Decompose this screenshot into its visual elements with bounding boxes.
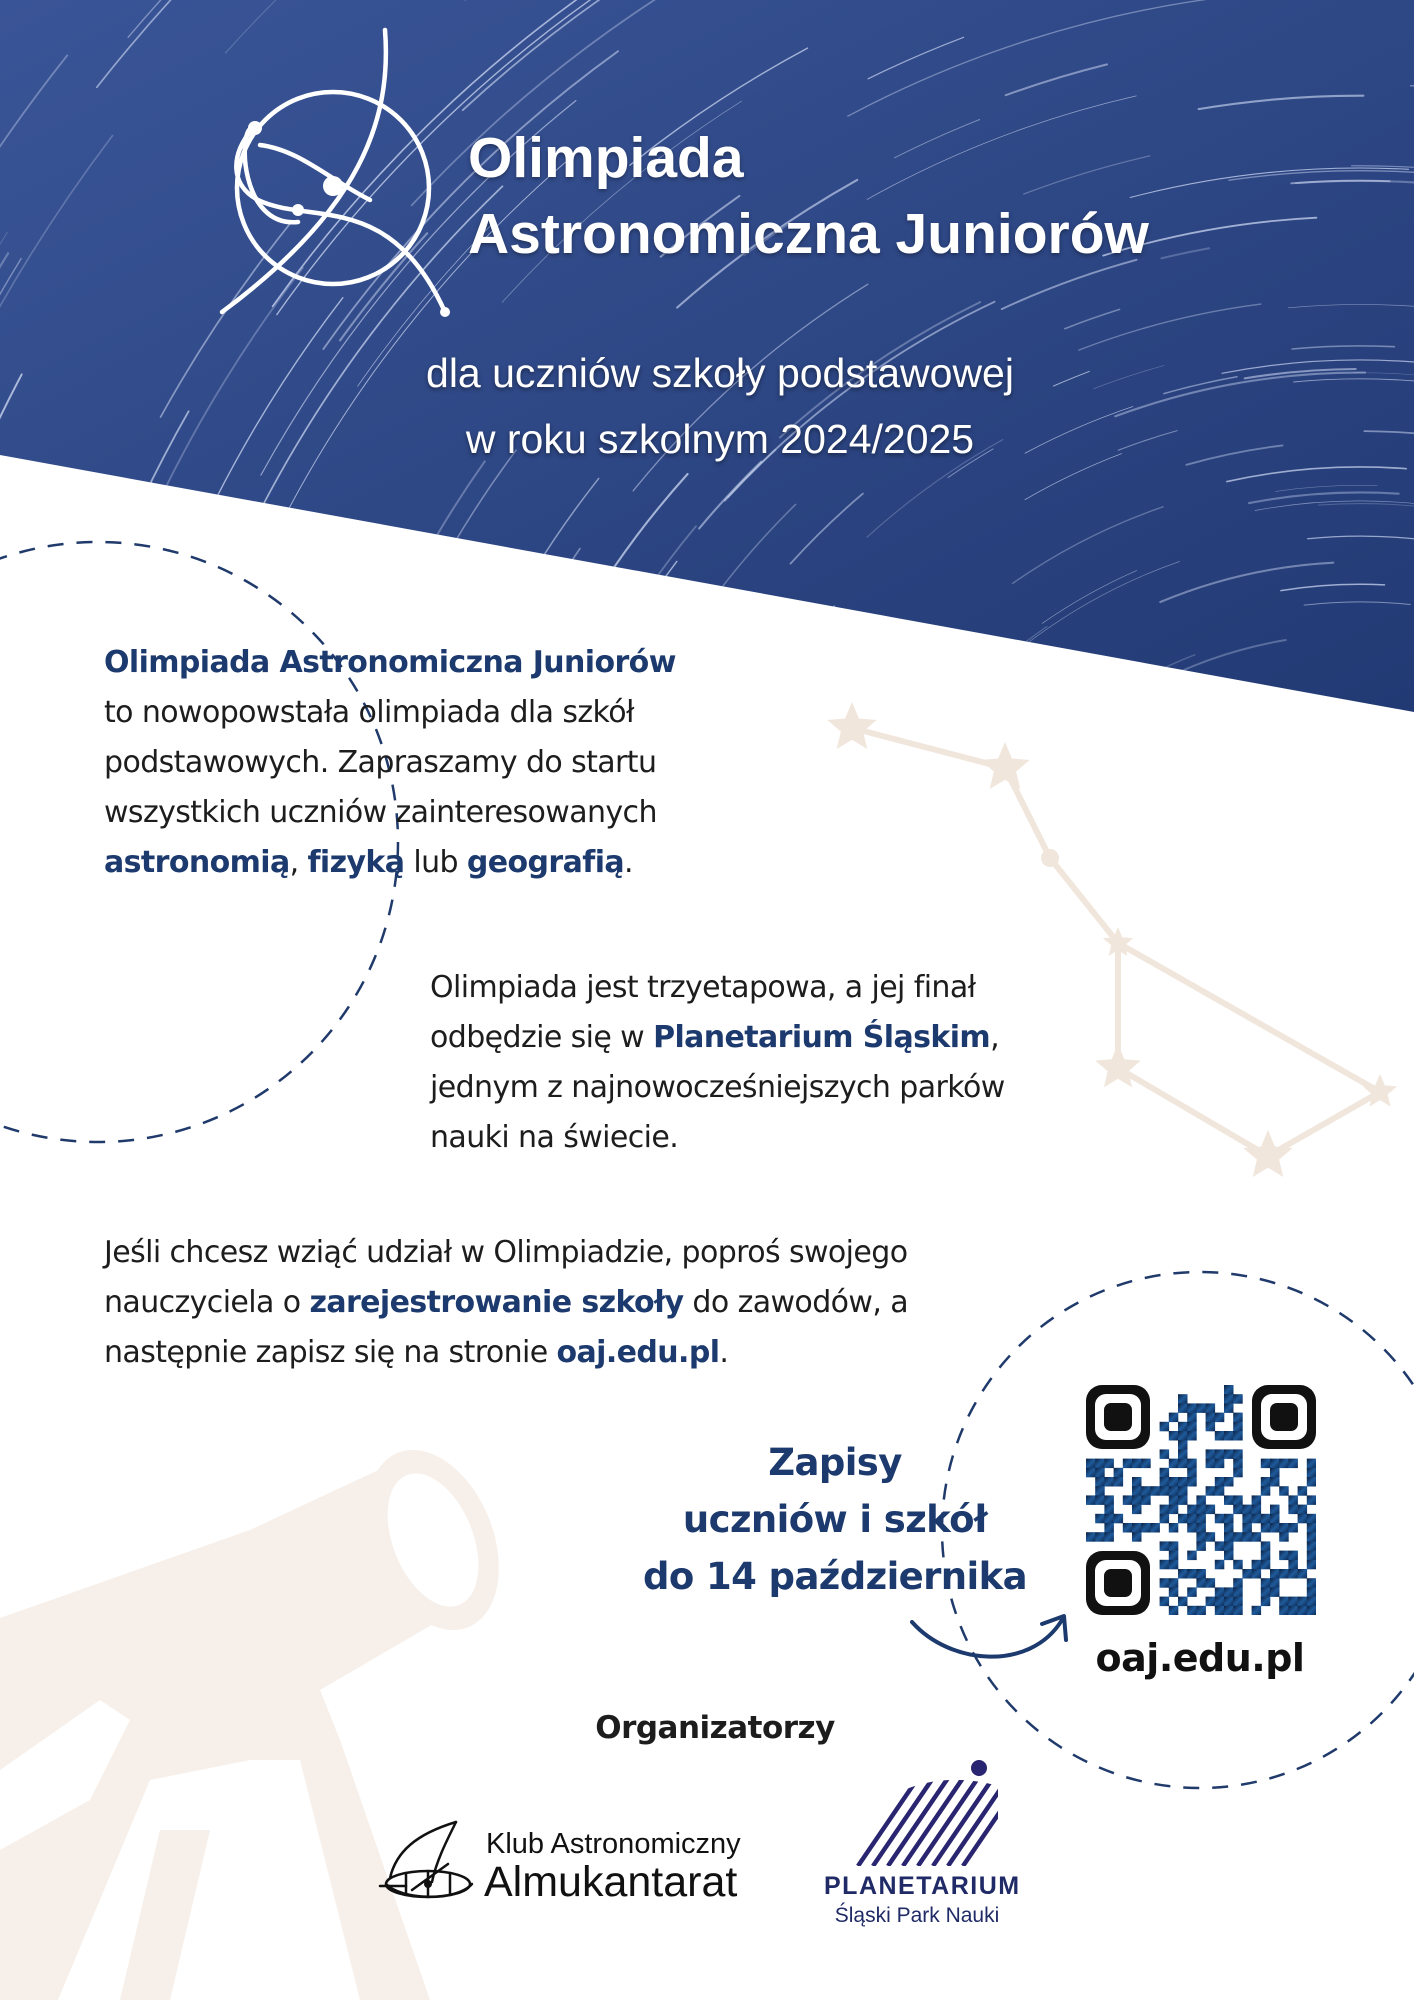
qr-module: [1169, 1459, 1179, 1469]
qr-module: [1169, 1486, 1179, 1496]
qr-module: [1261, 1523, 1271, 1533]
qr-module: [1224, 1541, 1234, 1551]
qr-module: [1160, 1541, 1170, 1551]
qr-module: [1169, 1560, 1179, 1570]
star-icon: [1363, 1074, 1397, 1107]
qr-module: [1215, 1413, 1225, 1423]
stages-paragraph: [430, 963, 1030, 1163]
subtitle: [370, 340, 1070, 472]
qr-module: [1169, 1551, 1179, 1561]
qr-module: [1288, 1569, 1298, 1579]
stages-text-1: Olimpiada jest trzyetapowa, a jej finał odbędzie się w: [430, 970, 976, 1055]
qr-module: [1196, 1569, 1206, 1579]
qr-module: [1279, 1569, 1289, 1579]
qr-module: [1261, 1477, 1271, 1487]
olympiad-name: Olimpiada Astronomiczna Juniorów: [104, 645, 676, 680]
qr-module: [1224, 1532, 1234, 1542]
qr-module: [1206, 1532, 1216, 1542]
qr-module: [1178, 1440, 1188, 1450]
qr-module: [1178, 1459, 1188, 1469]
qr-module: [1215, 1541, 1225, 1551]
qr-module: [1252, 1514, 1262, 1524]
qr-module: [1095, 1495, 1105, 1505]
qr-module: [1233, 1431, 1243, 1441]
qr-module: [1132, 1505, 1142, 1515]
qr-module: [1233, 1606, 1243, 1615]
page-title: [468, 120, 1149, 272]
qr-module: [1169, 1495, 1179, 1505]
qr-module: [1252, 1505, 1262, 1515]
subject-physics: fizyką: [307, 845, 405, 880]
qr-module: [1270, 1477, 1280, 1487]
qr-module: [1288, 1560, 1298, 1570]
qr-module: [1160, 1486, 1170, 1496]
qr-module: [1178, 1422, 1188, 1432]
register-school-highlight: zarejestrowanie szkoły: [309, 1285, 684, 1320]
qr-module: [1233, 1505, 1243, 1515]
qr-module: [1104, 1523, 1114, 1533]
qr-module: [1187, 1431, 1197, 1441]
qr-module: [1224, 1523, 1234, 1533]
qr-code[interactable]: [1086, 1385, 1316, 1615]
qr-module: [1252, 1569, 1262, 1579]
qr-module: [1224, 1597, 1234, 1607]
qr-module: [1206, 1505, 1216, 1515]
qr-module: [1307, 1597, 1316, 1607]
qr-module: [1307, 1514, 1316, 1524]
qr-module: [1206, 1597, 1216, 1607]
qr-module: [1104, 1532, 1114, 1542]
qr-module: [1114, 1468, 1124, 1478]
qr-module: [1132, 1523, 1142, 1533]
qr-module: [1169, 1587, 1179, 1597]
qr-module: [1298, 1505, 1308, 1515]
qr-module: [1187, 1587, 1197, 1597]
qr-module: [1169, 1541, 1179, 1551]
registration-deadline: [640, 1434, 1030, 1605]
qr-module: [1215, 1477, 1225, 1487]
qr-module: [1169, 1505, 1179, 1515]
qr-module: [1233, 1532, 1243, 1542]
club-name-line-2: Almukantarat: [484, 1858, 738, 1906]
qr-module: [1206, 1403, 1216, 1413]
qr-module: [1160, 1477, 1170, 1487]
qr-module: [1307, 1532, 1316, 1542]
qr-module: [1261, 1459, 1271, 1469]
telescope: [0, 1430, 524, 2000]
qr-module: [1279, 1523, 1289, 1533]
qr-module: [1196, 1505, 1206, 1515]
qr-module: [1224, 1514, 1234, 1524]
qr-module: [1261, 1597, 1271, 1607]
subtitle-line-2: w roku szkolnym 2024/2025: [465, 416, 975, 462]
qr-module: [1141, 1459, 1151, 1469]
planetarium-name-line-2: Śląski Park Nauki: [834, 1904, 1000, 1927]
qr-module: [1169, 1413, 1179, 1423]
qr-module: [1095, 1486, 1105, 1496]
qr-module: [1270, 1459, 1280, 1469]
qr-module: [1307, 1551, 1316, 1561]
qr-module: [1095, 1468, 1105, 1478]
qr-module: [1196, 1523, 1206, 1533]
cta-line-1: Zapisy: [768, 1441, 902, 1484]
qr-module: [1187, 1477, 1197, 1487]
qr-module: [1233, 1468, 1243, 1478]
qr-module: [1270, 1514, 1280, 1524]
title-line-2: Astronomiczna Juniorów: [468, 202, 1149, 266]
qr-module: [1178, 1403, 1188, 1413]
subject-astronomy: astronomią: [104, 845, 290, 880]
qr-module: [1288, 1495, 1298, 1505]
qr-module: [1206, 1413, 1216, 1423]
qr-module: [1178, 1514, 1188, 1524]
qr-module: [1196, 1606, 1206, 1615]
qr-module: [1224, 1606, 1234, 1615]
qr-module: [1206, 1486, 1216, 1496]
qr-module: [1160, 1468, 1170, 1478]
qr-module: [1224, 1449, 1234, 1459]
qr-module: [1224, 1477, 1234, 1487]
qr-module: [1298, 1486, 1308, 1496]
qr-module: [1196, 1495, 1206, 1505]
cta-line-3: do 14 października: [643, 1555, 1027, 1598]
qr-module: [1178, 1431, 1188, 1441]
qr-module: [1233, 1495, 1243, 1505]
qr-module: [1187, 1413, 1197, 1423]
qr-module: [1233, 1413, 1243, 1423]
qr-module: [1086, 1495, 1096, 1505]
qr-module: [1261, 1486, 1271, 1496]
qr-module: [1307, 1523, 1316, 1533]
qr-module: [1288, 1551, 1298, 1561]
qr-module: [1233, 1394, 1243, 1404]
qr-module: [1132, 1532, 1142, 1542]
qr-module: [1196, 1403, 1206, 1413]
qr-module: [1132, 1459, 1142, 1469]
qr-module: [1215, 1449, 1225, 1459]
qr-module: [1160, 1560, 1170, 1570]
organizers-title: Organizatorzy: [595, 1710, 835, 1746]
qr-module: [1086, 1459, 1096, 1469]
qr-module: [1288, 1597, 1298, 1607]
qr-module: [1187, 1606, 1197, 1615]
qr-module: [1095, 1532, 1105, 1542]
qr-module: [1206, 1449, 1216, 1459]
qr-module: [1270, 1505, 1280, 1515]
qr-module: [1224, 1385, 1234, 1395]
qr-module: [1196, 1532, 1206, 1542]
qr-module: [1095, 1477, 1105, 1487]
qr-module: [1160, 1514, 1170, 1524]
qr-module: [1261, 1578, 1271, 1588]
qr-module: [1288, 1523, 1298, 1533]
qr-module: [1298, 1514, 1308, 1524]
qr-module: [1178, 1597, 1188, 1607]
qr-module: [1196, 1514, 1206, 1524]
qr-module: [1233, 1459, 1243, 1469]
qr-module: [1086, 1532, 1096, 1542]
qr-module: [1261, 1551, 1271, 1561]
qr-module: [1178, 1477, 1188, 1487]
qr-module: [1261, 1541, 1271, 1551]
star-icon: [1243, 1130, 1292, 1177]
cta-line-2: uczniów i szkół: [682, 1498, 988, 1541]
qr-module: [1178, 1569, 1188, 1579]
qr-module: [1288, 1459, 1298, 1469]
qr-module: [1169, 1578, 1179, 1588]
qr-module: [1206, 1459, 1216, 1469]
qr-module: [1279, 1459, 1289, 1469]
star-icon: [980, 742, 1029, 789]
qr-module: [1178, 1486, 1188, 1496]
qr-module: [1307, 1495, 1316, 1505]
qr-module: [1233, 1560, 1243, 1570]
qr-module: [1242, 1532, 1252, 1542]
qr-module: [1132, 1477, 1142, 1487]
intro-text: to nowopowstała olimpiada dla szkół podstawowych. Zapraszamy do startu wszystkich uczniów zainteresowanych: [104, 695, 657, 830]
qr-module: [1206, 1422, 1216, 1432]
qr-module: [1123, 1495, 1133, 1505]
qr-module: [1288, 1606, 1298, 1615]
qr-module: [1252, 1495, 1262, 1505]
qr-module: [1187, 1523, 1197, 1533]
title-line-1: Olimpiada: [468, 126, 744, 190]
qr-module: [1086, 1468, 1096, 1478]
qr-module: [1160, 1597, 1170, 1607]
arrow-icon: [912, 1620, 1062, 1657]
qr-module: [1279, 1532, 1289, 1542]
qr-module: [1224, 1551, 1234, 1561]
qr-module: [1206, 1578, 1216, 1588]
qr-module: [1261, 1587, 1271, 1597]
qr-module: [1215, 1560, 1225, 1570]
qr-module: [1270, 1523, 1280, 1533]
qr-module: [1307, 1587, 1316, 1597]
qr-module: [1261, 1514, 1271, 1524]
qr-module: [1169, 1431, 1179, 1441]
qr-module: [1095, 1459, 1105, 1469]
qr-module: [1132, 1486, 1142, 1496]
qr-module: [1104, 1477, 1114, 1487]
qr-module: [1160, 1578, 1170, 1588]
qr-module: [1279, 1551, 1289, 1561]
qr-module: [1233, 1587, 1243, 1597]
qr-module: [1160, 1449, 1170, 1459]
qr-module: [1141, 1523, 1151, 1533]
qr-module: [1104, 1505, 1114, 1515]
qr-module: [1224, 1587, 1234, 1597]
qr-module: [1307, 1560, 1316, 1570]
qr-module: [1104, 1495, 1114, 1505]
qr-module: [1233, 1578, 1243, 1588]
qr-module: [1270, 1468, 1280, 1478]
qr-module: [1187, 1569, 1197, 1579]
qr-module: [1279, 1597, 1289, 1607]
qr-module: [1141, 1486, 1151, 1496]
subtitle-line-1: dla uczniów szkoły podstawowej: [426, 350, 1014, 396]
join-text-1: Jeśli chcesz wziąć udział w Olimpiadzie, poproś swojego nauczyciela o: [104, 1235, 908, 1320]
qr-module: [1196, 1578, 1206, 1588]
qr-module: [1252, 1606, 1262, 1615]
qr-module: [1141, 1495, 1151, 1505]
qr-module: [1307, 1541, 1316, 1551]
qr-module: [1150, 1486, 1160, 1496]
qr-module: [1270, 1569, 1280, 1579]
qr-module: [1270, 1587, 1280, 1597]
qr-module: [1224, 1403, 1234, 1413]
qr-module: [1150, 1523, 1160, 1533]
qr-module: [1178, 1495, 1188, 1505]
qr-module: [1187, 1551, 1197, 1561]
intro-separator: ,: [289, 845, 308, 880]
qr-module: [1187, 1468, 1197, 1478]
qr-module: [1224, 1495, 1234, 1505]
qr-module: [1169, 1606, 1179, 1615]
qr-module: [1114, 1514, 1124, 1524]
qr-module: [1178, 1394, 1188, 1404]
planetarium-logo: [838, 1756, 1008, 1866]
qr-module: [1224, 1431, 1234, 1441]
qr-module: [1279, 1486, 1289, 1496]
qr-module: [1307, 1606, 1316, 1615]
qr-module: [1307, 1468, 1316, 1478]
intro-paragraph: [104, 638, 684, 888]
club-name-line-1: Klub Astronomiczny: [486, 1828, 741, 1860]
qr-module: [1233, 1422, 1243, 1432]
qr-module: [1279, 1606, 1289, 1615]
intro-end: .: [624, 845, 633, 880]
intro-or: lub: [404, 845, 467, 880]
qr-module: [1123, 1523, 1133, 1533]
join-text-2: do zawodów, a następnie zapisz się na stronie: [104, 1285, 908, 1370]
qr-module: [1196, 1541, 1206, 1551]
qr-module: [1252, 1532, 1262, 1542]
qr-module: [1215, 1606, 1225, 1615]
qr-url[interactable]: oaj.edu.pl: [1095, 1636, 1305, 1680]
qr-module: [1114, 1477, 1124, 1487]
qr-module: [1288, 1505, 1298, 1515]
qr-module: [1307, 1459, 1316, 1469]
qr-module: [1270, 1578, 1280, 1588]
qr-module: [1104, 1459, 1114, 1469]
planetarium-name: Planetarium Śląskim: [653, 1020, 991, 1055]
qr-module: [1187, 1422, 1197, 1432]
planetarium-name-line-1: PLANETARIUM: [824, 1872, 1021, 1900]
qr-module: [1298, 1569, 1308, 1579]
almukantarat-logo: [376, 1812, 486, 1912]
qr-module: [1095, 1514, 1105, 1524]
qr-module: [1242, 1569, 1252, 1579]
qr-module: [1215, 1514, 1225, 1524]
star-icon: [1103, 927, 1133, 956]
qr-module: [1298, 1597, 1308, 1607]
qr-module: [1187, 1505, 1197, 1515]
qr-module: [1169, 1477, 1179, 1487]
qr-module: [1242, 1505, 1252, 1515]
qr-module: [1160, 1505, 1170, 1515]
qr-module: [1187, 1459, 1197, 1469]
qr-module: [1187, 1514, 1197, 1524]
qr-module: [1252, 1560, 1262, 1570]
subject-geography: geografią: [466, 845, 625, 880]
qr-module: [1215, 1597, 1225, 1607]
qr-module: [1215, 1486, 1225, 1496]
qr-module: [1261, 1560, 1271, 1570]
qr-module: [1178, 1449, 1188, 1459]
qr-module: [1215, 1459, 1225, 1469]
qr-module: [1123, 1459, 1133, 1469]
star-icon: [1095, 1044, 1141, 1087]
join-paragraph: [104, 1228, 924, 1378]
website-link[interactable]: oaj.edu.pl: [556, 1335, 720, 1370]
qr-module: [1307, 1578, 1316, 1588]
qr-module: [1132, 1495, 1142, 1505]
join-end: .: [719, 1335, 729, 1370]
qr-module: [1298, 1606, 1308, 1615]
qr-module: [1215, 1431, 1225, 1441]
qr-module: [1160, 1422, 1170, 1432]
qr-module: [1169, 1523, 1179, 1533]
qr-module: [1242, 1514, 1252, 1524]
qr-module: [1242, 1523, 1252, 1533]
qr-module: [1215, 1587, 1225, 1597]
qr-module: [1233, 1449, 1243, 1459]
qr-module: [1233, 1597, 1243, 1607]
stages-text-2: , jednym z najnowocześniejszych parków nauki na świecie.: [430, 1020, 1005, 1155]
qr-module: [1224, 1394, 1234, 1404]
qr-module: [1104, 1514, 1114, 1524]
qr-module: [1307, 1477, 1316, 1487]
qr-module: [1187, 1403, 1197, 1413]
